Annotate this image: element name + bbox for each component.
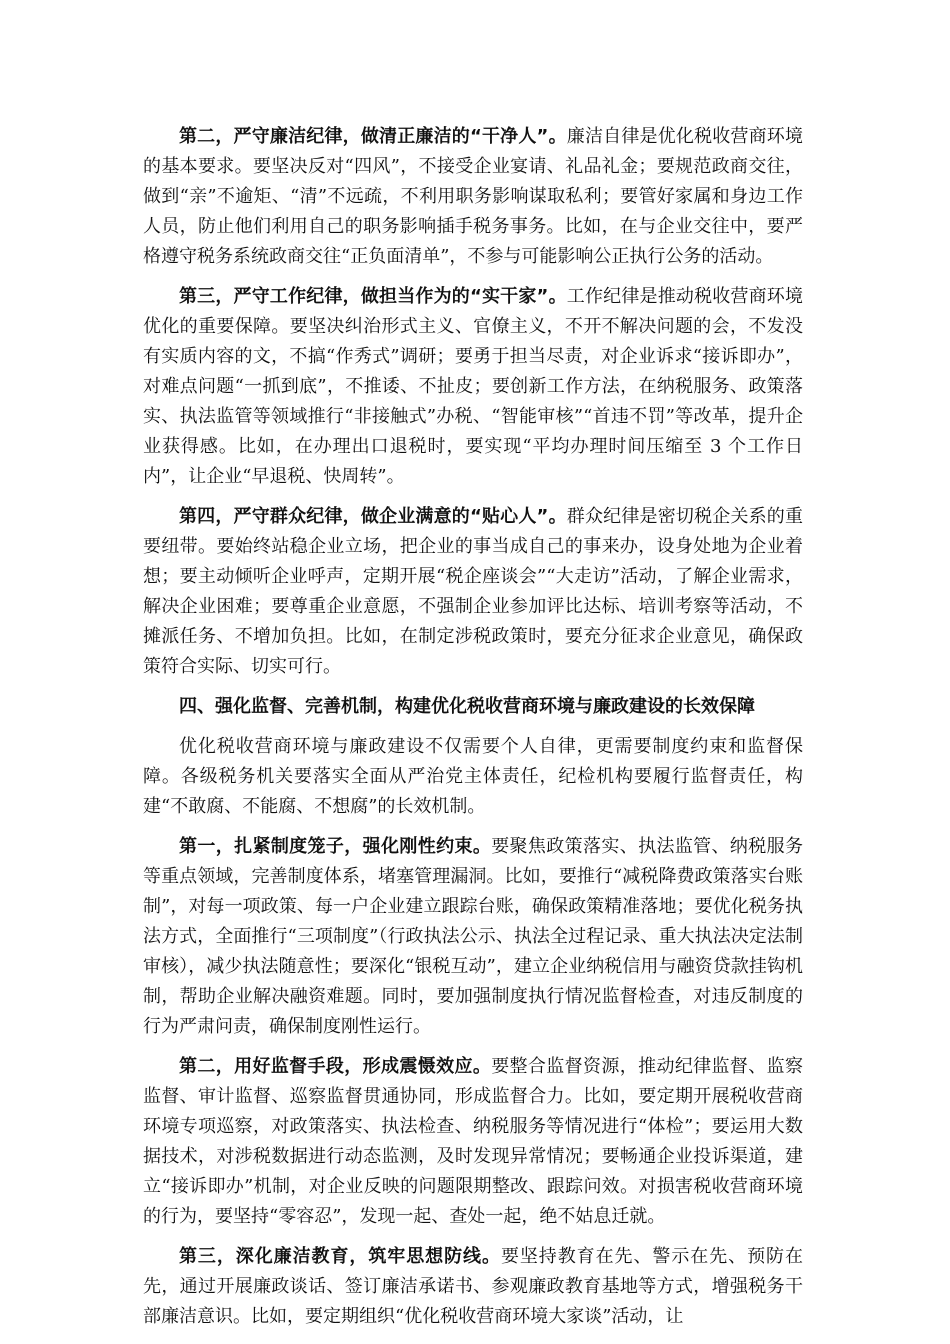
section-heading: 四、强化监督、完善机制，构建优化税收营商环境与廉政建设的长效保障 — [179, 696, 755, 717]
paragraph-lead: 第三，严守工作纪律，做担当作为的“实干家”。 — [179, 286, 567, 307]
section-intro: 优化税收营商环境与廉政建设不仅需要个人自律，更需要制度约束和监督保障。各级税务机关要落实全面从严治党主体责任，纪检机构要履行监督责任，构建“不敢腐、不能腐、不想腐”的长效机制。 — [143, 736, 803, 817]
paragraph-text: 要坚持教育在先、警示在先、预防在先，通过开展廉政谈话、签订廉洁承诺书、参观廉政教育基地等方式，增强税务干部廉洁意识。比如，要定期组织“优化税收营商环境大家谈”活动，让 — [143, 1246, 803, 1327]
document-body — [143, 122, 803, 1342]
paragraph-lead: 第二，严守廉洁纪律，做清正廉洁的“干净人”。 — [179, 126, 567, 147]
paragraph-integrity-discipline — [143, 122, 803, 272]
paragraph-text: 工作纪律是推动税收营商环境优化的重要保障。要坚决纠治形式主义、官僚主义，不开不解决问题的会，不发没有实质内容的文，不搞“作秀式”调研；要勇于担当尽责，对企业诉求“接诉即办”，对难点问题“一抓到底”，不推诿、不扯皮；要创新工作方法，在纳税服务、政策落实、执法监管等领域推行“非接触式”办税、“智能审核”“首违不罚”等改革，提升企业获得感。比如，在办理出口退税时，要实现“平均办理时间压缩至 3 个工作日内”，让企业“早退税、快周转”。 — [143, 286, 803, 487]
paragraph-text: 要聚焦政策落实、执法监管、纳税服务等重点领域，完善制度体系，堵塞管理漏洞。比如，要推行“减税降费政策落实台账制”，对每一项政策、每一户企业建立跟踪台账，确保政策精准落地；要优化税务执法方式，全面推行“三项制度”（行政执法公示、执法全过程记录、重大执法决定法制审核），减少执法随意性；要深化“银税互动”，建立企业纳税信用与融资贷款挂钩机制，帮助企业解决融资难题。同时，要加强制度执行情况监督检查，对违反制度的行为严肃问责，确保制度刚性运行。 — [143, 836, 804, 1037]
paragraph-text: 要整合监督资源，推动纪律监督、监察监督、审计监督、巡察监督贯通协同，形成监督合力。比如，要定期开展税收营商环境专项巡察，对政策落实、执法检查、纳税服务等情况进行“体检”；要运用大数据技术，对涉税数据进行动态监测，及时发现异常情况；要畅通企业投诉渠道，建立“接诉即办”机制，对企业反映的问题限期整改、跟踪问效。对损害税收营商环境的行为，要坚持“零容忍”，发现一起、查处一起，绝不姑息迁就。 — [143, 1056, 804, 1227]
paragraph-lead: 第一，扎紧制度笼子，强化刚性约束。 — [179, 836, 492, 857]
paragraph-text: 群众纪律是密切税企关系的重要纽带。要始终站稳企业立场，把企业的事当成自己的事来办，设身处地为企业着想；要主动倾听企业呼声，定期开展“税企座谈会”“大走访”活动，了解企业需求，解决企业困难；要尊重企业意愿，不强制企业参加评比达标、培训考察等活动，不摊派任务、不增加负担。比如，在制定涉税政策时，要充分征求企业意见，确保政策符合实际、切实可行。 — [143, 506, 803, 677]
paragraph-mass-discipline — [143, 502, 803, 682]
paragraph-text: 廉洁自律是优化税收营商环境的基本要求。要坚决反对“四风”，不接受企业宴请、礼品礼金；要规范政商交往，做到“亲”不逾矩、“清”不远疏，不利用职务影响谋取私利；要管好家属和身边工作人员，防止他们利用自己的职务影响插手税务事务。比如，在与企业交往中，要严格遵守税务系统政商交往“正负面清单”，不参与可能影响公正执行公务的活动。 — [143, 126, 803, 267]
paragraph-lead: 第二，用好监督手段，形成震慑效应。 — [179, 1056, 492, 1077]
paragraph-lead: 第四，严守群众纪律，做企业满意的“贴心人”。 — [179, 506, 567, 527]
paragraph-supervision-means — [143, 1052, 803, 1232]
paragraph-integrity-education — [143, 1242, 803, 1332]
paragraph-work-discipline — [143, 282, 803, 492]
paragraph-institutional-cage — [143, 832, 803, 1042]
paragraph-lead: 第三，深化廉洁教育，筑牢思想防线。 — [179, 1246, 501, 1267]
